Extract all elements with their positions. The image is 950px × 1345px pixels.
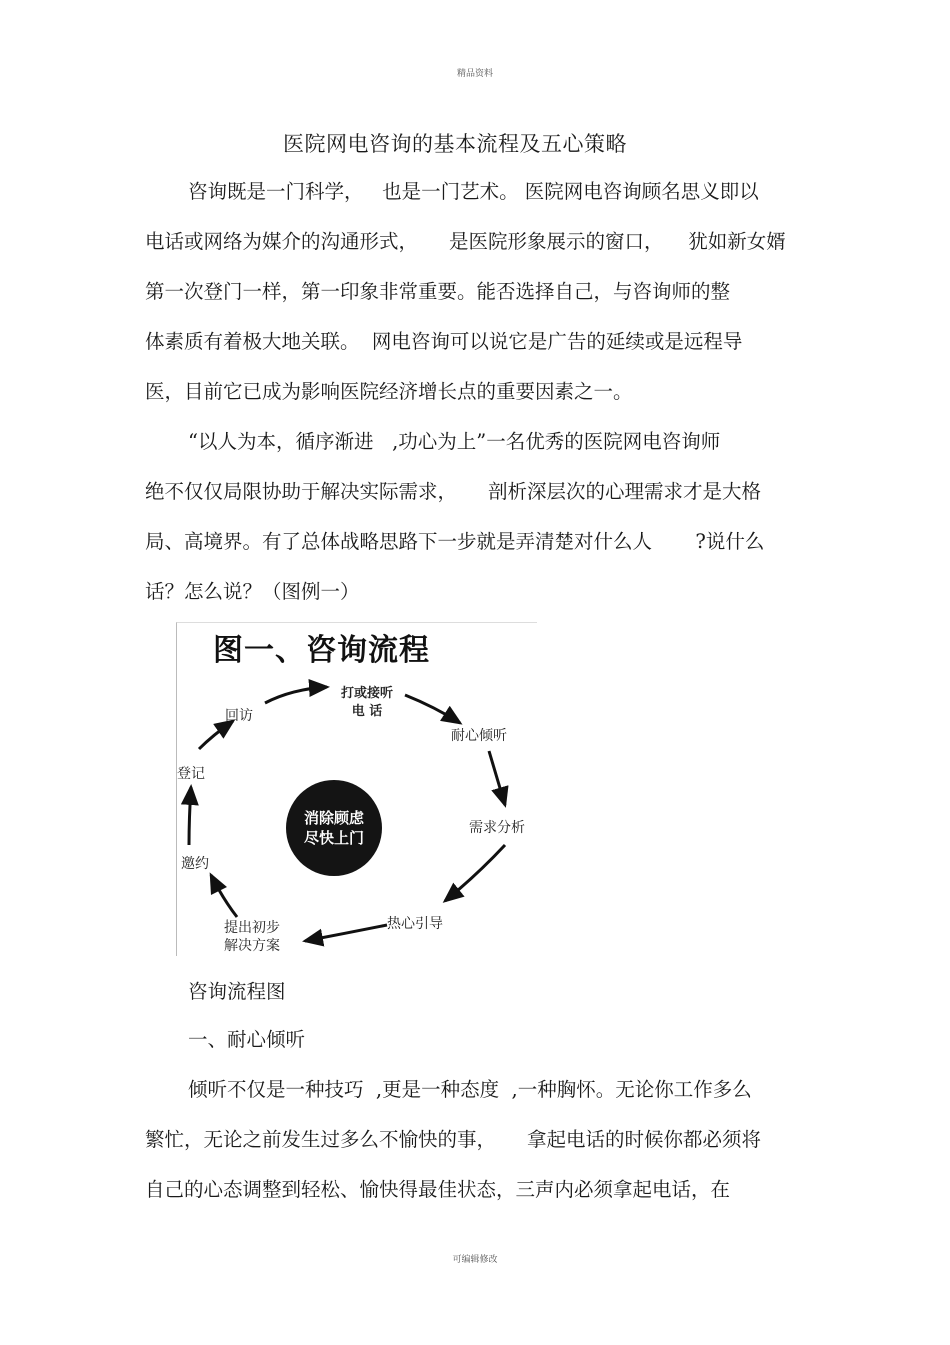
paragraph-line: 电话或网络为媒介的沟通形式， 是医院形象展示的窗口， 犹如新女婿 (145, 230, 786, 253)
paragraph-line: 话？怎么说？（图例一） (145, 580, 360, 603)
node-register: 登记 (177, 766, 205, 782)
node-revisit: 回访 (225, 708, 253, 724)
arrow-revisit-to-call (265, 687, 327, 703)
page-header: 精品资料 (456, 69, 493, 79)
figure-caption: 咨询流程图 (188, 980, 286, 1003)
node-call (327, 685, 407, 721)
node-analyze: 需求分析 (469, 820, 525, 836)
arrow-analyze-to-guide (445, 845, 505, 901)
center-line2: 尽快上门 (303, 829, 364, 847)
arrow-invite-to-register (189, 787, 191, 845)
arrow-guide-to-plan (305, 925, 387, 941)
node-plan-line1: 提出初步 (224, 920, 280, 936)
paragraph-line: 繁忙，无论之前发生过多么不愉快的事， 拿起电话的时候你都必须将 (145, 1128, 761, 1151)
arrow-register-to-revisit (199, 721, 233, 749)
center-line1: 消除顾虑 (303, 809, 364, 827)
paragraph-line: 倾听不仅是一种技巧 ,更是一种态度 ,一种胸怀。无论你工作多么 (188, 1078, 752, 1101)
center-circle (286, 780, 382, 876)
consultation-flow-figure (176, 622, 537, 956)
node-plan (224, 919, 280, 955)
section-heading: 一、耐心倾听 (188, 1028, 306, 1051)
node-call-line2: 电 话 (351, 704, 383, 719)
node-guide: 热心引导 (387, 916, 443, 932)
node-plan-line2: 解决方案 (224, 938, 280, 954)
arrow-listen-to-analyze (489, 751, 505, 805)
document-title: 医院网电咨询的基本流程及五心策略 (283, 132, 627, 156)
arrow-call-to-listen (405, 695, 460, 723)
arrow-plan-to-invite (211, 875, 237, 917)
node-invite: 邀约 (181, 856, 209, 872)
figure-title: 图一、咨询流程 (213, 633, 430, 668)
paragraph-line: “以人为本，循序渐进 ,功心为上”一名优秀的医院网电咨询师 (188, 430, 721, 453)
paragraph-line: 绝不仅仅局限协助于解决实际需求， 剖析深层次的心理需求才是大格 (145, 480, 761, 503)
page-footer: 可编辑修改 (452, 1255, 498, 1265)
paragraph-line: 第一次登门一样，第一印象非常重要。能否选择自己，与咨询师的整 (145, 280, 731, 303)
paragraph-line: 咨询既是一门科学， 也是一门艺术。 医院网电咨询顾名思义即以 (188, 180, 759, 203)
node-listen: 耐心倾听 (451, 728, 507, 744)
node-call-line1: 打或接听 (340, 686, 393, 701)
paragraph-line: 自己的心态调整到轻松、愉快得最佳状态，三声内必须拿起电话，在 (145, 1178, 731, 1201)
paragraph-line: 局、高境界。有了总体战略思路下一步就是弄清楚对什么人 ?说什么 (145, 530, 765, 553)
paragraph-line: 医，目前它已成为影响医院经济增长点的重要因素之一。 (145, 380, 633, 403)
paragraph-line: 体素质有着极大地关联。 网电咨询可以说它是广告的延续或是远程导 (145, 330, 743, 353)
